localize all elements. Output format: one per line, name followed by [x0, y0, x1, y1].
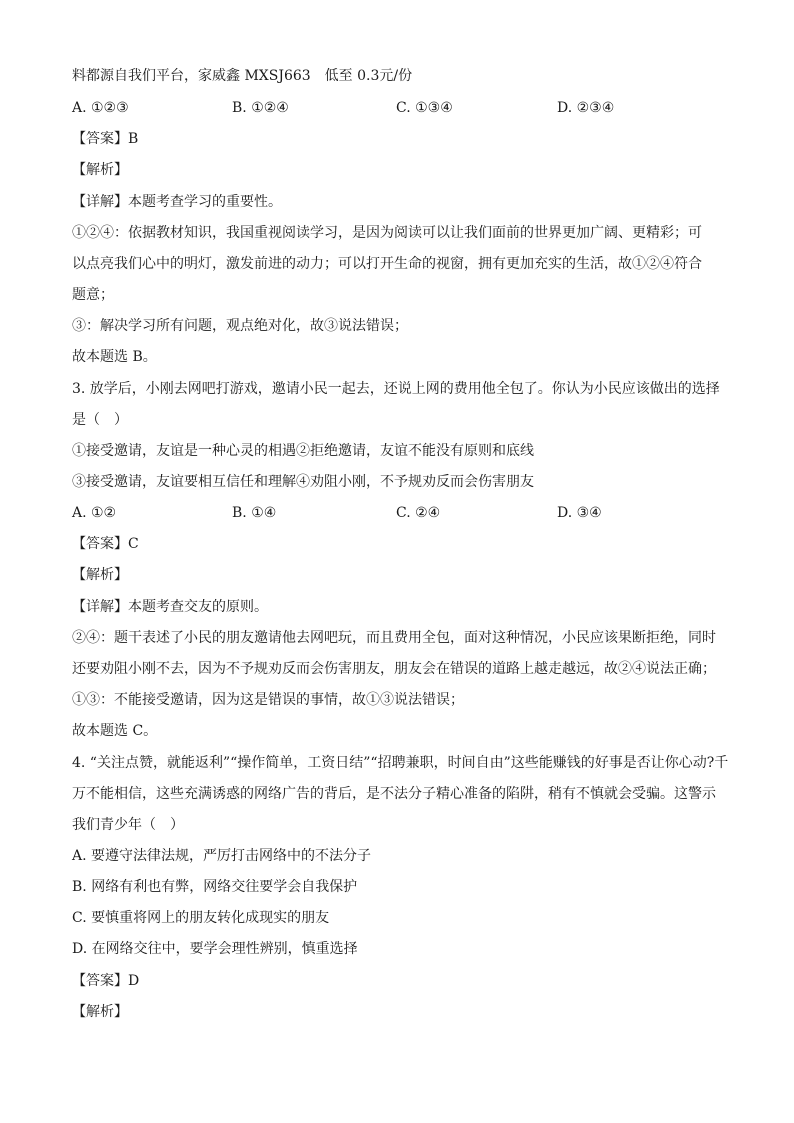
- q2-option-d: D. ②③④: [557, 100, 615, 116]
- q4-stem-line: 我们青少年（ ）: [72, 817, 184, 833]
- q3-statement-line: ③接受邀请，友谊要相互信任和理解④劝阻小刚，不予规劝反而会伤害朋友: [72, 474, 534, 490]
- q4-option-b: B. 网络有利也有弊，网络交往要学会自我保护: [72, 879, 358, 895]
- q2-detail-line: 题意；: [72, 287, 114, 303]
- q3-stem-line: 是（ ）: [72, 412, 128, 428]
- q3-stem-line: 3. 放学后，小刚去网吧打游戏，邀请小民一起去，还说上网的费用他全包了。你认为小民应该做出的选择: [72, 381, 720, 397]
- q3-detail-line: 还要劝阻小刚不去，因为不予规劝反而会伤害朋友，朋友会在错误的道路上越走越远，故②④说法正确；: [72, 661, 716, 677]
- q3-option-b: B. ①④: [232, 505, 277, 521]
- q4-option-a: A. 要遵守法律法规，严厉打击网络中的不法分子: [72, 848, 372, 864]
- q2-detail-line: 以点亮我们心中的明灯，激发前进的动力；可以打开生命的视窗，拥有更加充实的生活，故①②④符合: [72, 256, 702, 272]
- q2-option-b: B. ①②④: [232, 100, 289, 116]
- q4-answer: 【答案】D: [72, 973, 140, 989]
- q2-detail-line: ③：解决学习所有问题，观点绝对化，故③说法错误；: [72, 318, 408, 334]
- q2-option-a: A. ①②③: [72, 100, 129, 116]
- q4-analysis-label: 【解析】: [72, 1004, 128, 1020]
- q3-detail-line: ②④：题干表述了小民的朋友邀请他去网吧玩，而且费用全包，面对这种情况，小民应该果断拒绝，同时: [72, 630, 716, 646]
- q3-answer: 【答案】C: [72, 536, 139, 552]
- q2-detail-line: 【详解】本题考查学习的重要性。: [72, 194, 282, 210]
- q2-conclusion: 故本题选 B。: [72, 349, 157, 365]
- q3-option-c: C. ②④: [396, 505, 441, 521]
- q4-stem-line: 万不能相信，这些充满诱惑的网络广告的背后，是不法分子精心准备的陷阱，稍有不慎就会受骗。这警示: [72, 786, 716, 802]
- q2-answer: 【答案】B: [72, 131, 139, 147]
- q3-statement-line: ①接受邀请，友谊是一种心灵的相遇②拒绝邀请，友谊不能没有原则和底线: [72, 443, 534, 459]
- q3-option-d: D. ③④: [557, 505, 602, 521]
- q3-option-a: A. ①②: [72, 505, 117, 521]
- q3-detail-line: ①③：不能接受邀请，因为这是错误的事情，故①③说法错误；: [72, 692, 464, 708]
- q2-detail-line: ①②④：依据教材知识，我国重视阅读学习，是因为阅读可以让我们面前的世界更加广阔、更精彩；可: [72, 225, 702, 241]
- q4-option-c: C. 要慎重将网上的朋友转化成现实的朋友: [72, 910, 330, 926]
- q3-conclusion: 故本题选 C。: [72, 723, 158, 739]
- q2-option-c: C. ①③④: [396, 100, 453, 116]
- q2-analysis-label: 【解析】: [72, 162, 128, 178]
- q4-option-d: D. 在网络交往中，要学会理性辨别，慎重选择: [72, 941, 358, 957]
- q4-stem-line: 4. “关注点赞，就能返利”“操作简单，工资日结”“招聘兼职，时间自由”这些能赚钱的好事是否让你心动?千: [72, 755, 729, 771]
- header-line: 料都源自我们平台，家威鑫 MXSJ663 低至 0.3元/份: [72, 68, 413, 84]
- q3-analysis-label: 【解析】: [72, 567, 128, 583]
- q3-detail-line: 【详解】本题考查交友的原则。: [72, 599, 268, 615]
